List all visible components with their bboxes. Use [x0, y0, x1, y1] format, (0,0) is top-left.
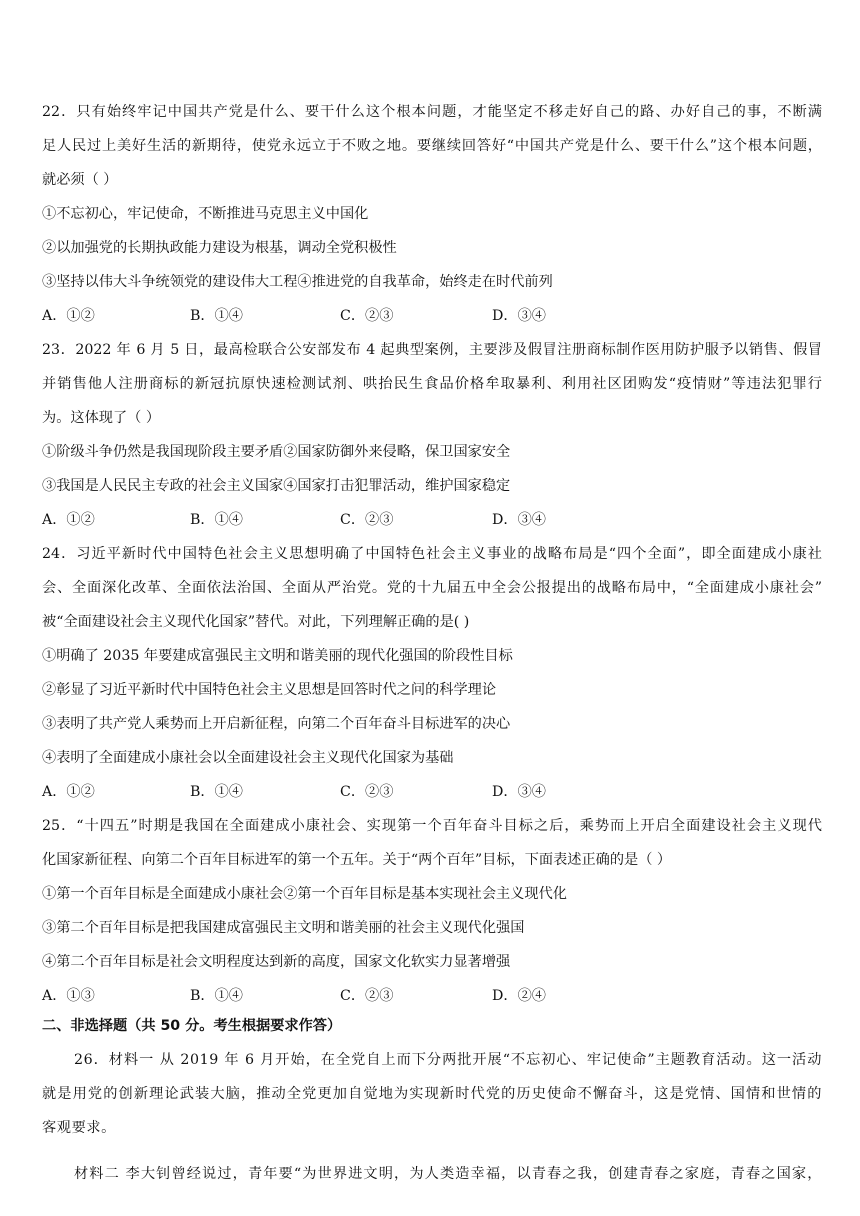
question-24-statement-3: ③表明了共产党人乘势而上开启新征程，向第二个百年奋斗目标进军的决心 [42, 716, 511, 732]
section-heading: 二、非选择题（共 50 分。考生根据要求作答） [42, 1018, 342, 1034]
option-c: C．②③ [340, 988, 394, 1004]
question-22-statement-1: ①不忘初心，牢记使命，不断推进马克思主义中国化 [42, 206, 369, 222]
option-a: A．①② [42, 512, 95, 528]
option-b: B．①④ [190, 784, 243, 800]
option-d: D．③④ [492, 308, 546, 324]
question-25-options [42, 986, 822, 1006]
question-24-options [42, 782, 822, 802]
question-24-stem-line-2: 会、全面深化改革、全面依法治国、全面从严治党。党的十九届五中全会公报提出的战略布局中，“全面建成小康社会” [42, 580, 822, 596]
question-23-statement-1: ①阶级斗争仍然是我国现阶段主要矛盾②国家防御外来侵略，保卫国家安全 [42, 444, 511, 460]
question-25-statement-3: ④第二个百年目标是社会文明程度达到新的高度，国家文化软实力显著增强 [42, 954, 511, 970]
question-24-stem-line-3: 被“全面建设社会主义现代化国家”替代。对此，下列理解正确的是( ) [42, 614, 470, 630]
question-24-stem-line-1: 24．习近平新时代中国特色社会主义思想明确了中国特色社会主义事业的战略布局是“四个全面”，即全面建成小康社 [42, 546, 822, 562]
option-d: D．③④ [492, 512, 546, 528]
question-22-statement-3: ③坚持以伟大斗争统领党的建设伟大工程④推进党的自我革命，始终走在时代前列 [42, 274, 553, 290]
question-23-stem-line-1: 23．2022 年 6 月 5 日，最高检联合公安部发布 4 起典型案例，主要涉及假冒注册商标制作医用防护服予以销售、假冒 [42, 342, 822, 358]
question-25-statement-1: ①第一个百年目标是全面建成小康社会②第一个百年目标是基本实现社会主义现代化 [42, 886, 567, 902]
question-24-statement-1: ①明确了 2035 年要建成富强民主文明和谐美丽的现代化强国的阶段性目标 [42, 648, 513, 664]
question-26-material-1-line-2: 就是用党的创新理论武装大脑，推动全党更加自觉地为实现新时代党的历史使命不懈奋斗，这是党情、国情和世情的 [42, 1086, 822, 1102]
question-22-options [42, 306, 822, 326]
question-22-stem-line-2: 足人民过上美好生活的新期待，使党永远立于不败之地。要继续回答好“中国共产党是什么、要干什么”这个根本问题， [42, 138, 822, 154]
question-25-stem-line-2: 化国家新征程、向第二个百年目标进军的第一个五年。关于“两个百年”目标，下面表述正确的是（ ） [42, 852, 672, 868]
question-22-stem-line-1: 22．只有始终牢记中国共产党是什么、要干什么这个根本问题，才能坚定不移走好自己的路、办好自己的事，不断满 [42, 104, 822, 120]
option-c: C．②③ [340, 308, 394, 324]
question-23-stem-line-3: 为。这体现了（ ） [42, 410, 161, 426]
option-b: B．①④ [190, 308, 243, 324]
question-25-stem-line-1: 25．“十四五”时期是我国在全面建成小康社会、实现第一个百年奋斗目标之后，乘势而上开启全面建设社会主义现代 [42, 818, 822, 834]
option-a: A．①② [42, 784, 95, 800]
question-24-statement-4: ④表明了全面建成小康社会以全面建设社会主义现代化国家为基础 [42, 750, 454, 766]
option-c: C．②③ [340, 784, 394, 800]
option-d: D．③④ [492, 784, 546, 800]
option-c: C．②③ [340, 512, 394, 528]
option-a: A．①③ [42, 988, 95, 1004]
option-b: B．①④ [190, 512, 243, 528]
question-22-stem-line-3: 就必须（ ） [42, 172, 118, 188]
question-25-statement-2: ③第二个百年目标是把我国建成富强民主文明和谐美丽的社会主义现代化强国 [42, 920, 525, 936]
question-23-statement-2: ③我国是人民民主专政的社会主义国家④国家打击犯罪活动，维护国家稳定 [42, 478, 511, 494]
question-26-material-1-line-3: 客观要求。 [42, 1120, 116, 1136]
option-b: B．①④ [190, 988, 243, 1004]
question-22-statement-2: ②以加强党的长期执政能力建设为根基，调动全党积极性 [42, 240, 397, 256]
option-d: D．②④ [492, 988, 546, 1004]
question-26-material-1-line-1: 26．材料一 从 2019 年 6 月开始，在全党自上而下分两批开展“不忘初心、牢记使命”主题教育活动。这一活动 [74, 1052, 822, 1068]
option-a: A．①② [42, 308, 95, 324]
question-26-material-2-line-1: 材料二 李大钊曾经说过，青年要“为世界进文明，为人类造幸福，以青春之我，创建青春之家庭，青春之国家， [74, 1166, 822, 1182]
question-23-options [42, 510, 822, 530]
question-24-statement-2: ②彰显了习近平新时代中国特色社会主义思想是回答时代之问的科学理论 [42, 682, 497, 698]
question-23-stem-line-2: 并销售他人注册商标的新冠抗原快速检测试剂、哄抬民生食品价格牟取暴利、利用社区团购发“疫情财”等违法犯罪行 [42, 376, 822, 392]
